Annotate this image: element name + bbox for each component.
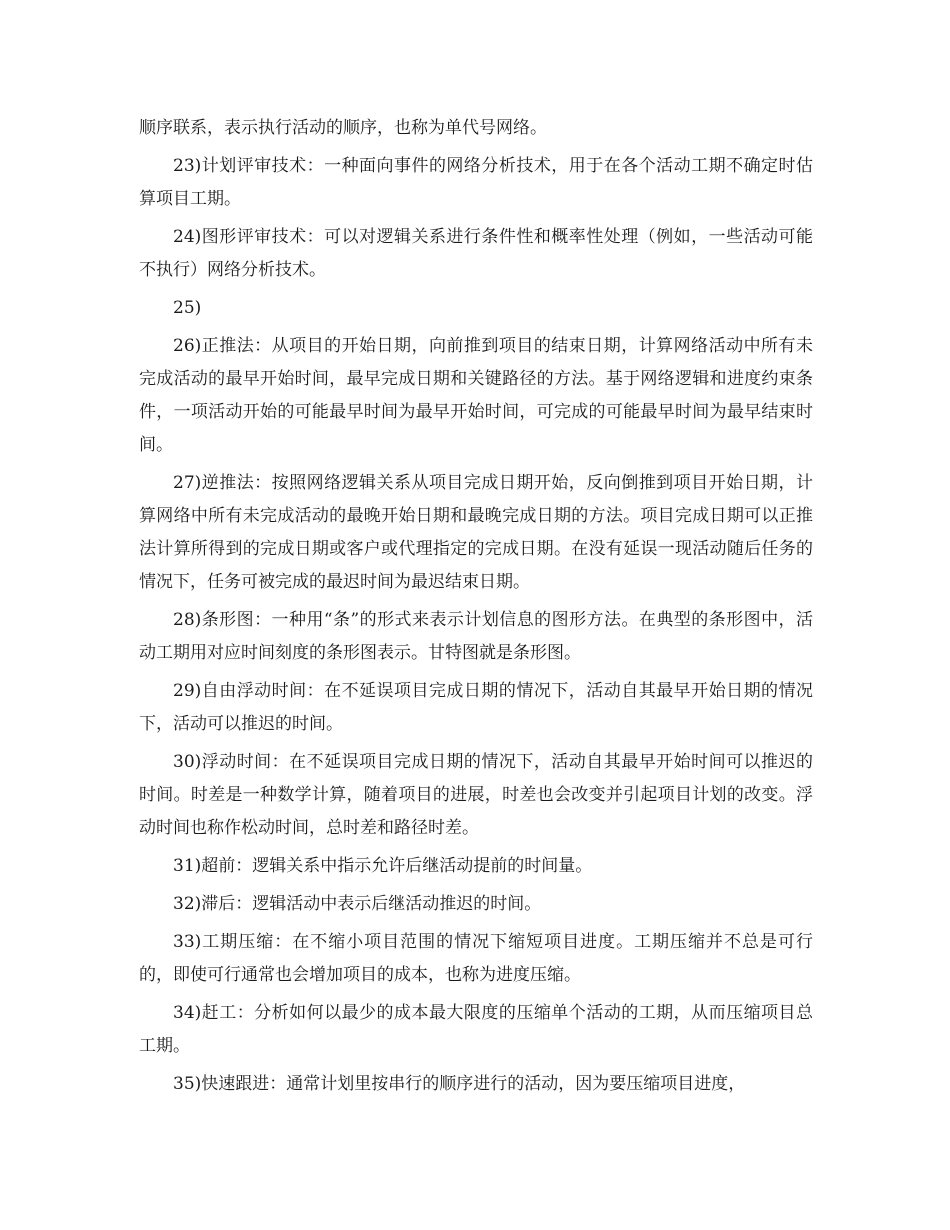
document-body xyxy=(139,112,813,1106)
paragraph-24-gert: 24)图形评审技术：可以对逻辑关系进行条件性和概率性处理（例如，一些活动可能不执行）网络分析技术。 xyxy=(139,227,813,280)
paragraph-31-lead: 31)超前：逻辑关系中指示允许后继活动提前的时间量。 xyxy=(173,856,593,876)
paragraph-25-empty: 25) xyxy=(173,298,202,318)
paragraph-32-lag: 32)滞后：逻辑活动中表示后继活动推迟的时间。 xyxy=(173,894,542,914)
paragraph-27-backward-pass: 27)逆推法：按照网络逻辑关系从项目完成日期开始，反向倒推到项目开始日期，计算网络中所有未完成活动的最晚开始日期和最晚完成日期的方法。项目完成日期可以正推法计算所得到的完成日期或客户或代理指定的完成日期。在没有延误一现活动随后任务的情况下，任务可被完成的最迟时间为最迟结束日期。 xyxy=(139,473,813,592)
paragraph-continuation: 顺序联系，表示执行活动的顺序，也称为单代号网络。 xyxy=(139,118,547,138)
paragraph-34-crashing: 34)赶工：分析如何以最少的成本最大限度的压缩单个活动的工期，从而压缩项目总工期。 xyxy=(139,1003,813,1056)
paragraph-23-pert: 23)计划评审技术：一种面向事件的网络分析技术，用于在各个活动工期不确定时估算项目工期。 xyxy=(139,156,813,209)
paragraph-29-free-float: 29)自由浮动时间：在不延误项目完成日期的情况下，活动自其最早开始日期的情况下，活动可以推迟的时间。 xyxy=(139,681,813,734)
paragraph-26-forward-pass: 26)正推法：从项目的开始日期，向前推到项目的结束日期，计算网络活动中所有未完成活动的最早开始时间，最早完成日期和关键路径的方法。基于网络逻辑和进度约束条件，一项活动开始的可能最早时间为最早开始时间，可完成的可能最早时间为最早结束时间。 xyxy=(139,336,813,455)
paragraph-35-fast-tracking: 35)快速跟进：通常计划里按串行的顺序进行的活动，因为要压缩项目进度， xyxy=(173,1074,746,1094)
paragraph-30-float: 30)浮动时间：在不延误项目完成日期的情况下，活动自其最早开始时间可以推迟的时间。时差是一种数学计算，随着项目的进展，时差也会改变并引起项目计划的改变。浮动时间也称作松动时间，总时差和路径时差。 xyxy=(139,752,813,838)
paragraph-33-duration-compression: 33)工期压缩：在不缩小项目范围的情况下缩短项目进度。工期压缩并不总是可行的，即使可行通常也会增加项目的成本，也称为进度压缩。 xyxy=(139,932,813,985)
paragraph-28-bar-chart: 28)条形图：一种用“条”的形式来表示计划信息的图形方法。在典型的条形图中，活动工期用对应时间刻度的条形图表示。甘特图就是条形图。 xyxy=(139,610,813,663)
